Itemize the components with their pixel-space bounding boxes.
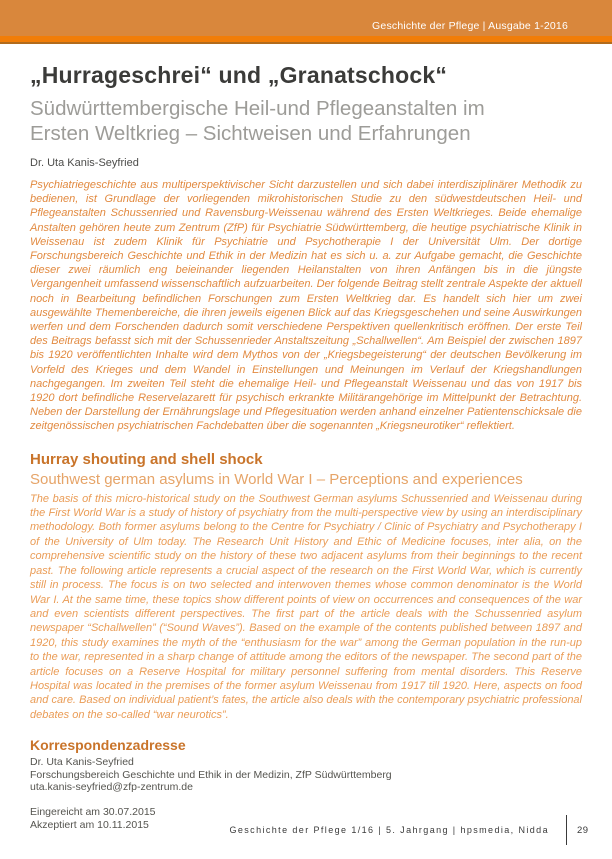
article-content <box>0 44 612 832</box>
english-section-subheading: Southwest german asylums in World War I – Perceptions and experiences <box>30 470 523 488</box>
english-section-heading: Hurray shouting and shell shock <box>30 450 263 468</box>
correspondence-heading: Korrespondenzadresse <box>30 737 186 754</box>
correspondence-affiliation: Forschungsbereich Geschichte und Ethik in der Medizin, ZfP Südwürttemberg <box>30 768 392 781</box>
footer-journal-line: Geschichte der Pflege 1/16 | 5. Jahrgang | hpsmedia, Nidda <box>229 825 549 835</box>
article-subtitle: Südwürttembergische Heil-und Pflegeanstalten im Ersten Weltkrieg – Sichtweisen und Erfahrungen <box>30 97 485 145</box>
abstract-german: Psychiatriegeschichte aus multiperspektivischer Sicht darzustellen und sich dabei interdisziplinärer Methodik zu bedienen, ist Grundlage der vorliegenden mikrohistorischen Studie zu den südwestdeutschen Heil- und Pflegeanstalten Schussenried und Ravensburg-Weissenau während des Ersten Weltkrieges. Beide ehemalige Anstalten gehören heute zum Zentrum (ZfP) für Psychiatrie Südwürttemberg, die heutige psychiatrische Klinik in Weissenau ist zudem Klinik für Psychiatrie und Psychotherapie I der Universität Ulm. Der dortige Forschungsbereich Geschichte und Ethik in der Medizin hat es sich u. a. zur Aufgabe gemacht, die Geschichte dieser zwei räumlich eng beieinander liegenden Heilanstalten von ihren Anfängen bis in die jüngste Vergangenheit umfassend wissenschaftlich aufzuarbeiten. Der folgende Beitrag stellt zentrale Aspekte der aktuell noch in Bearbeitung befindlichen Forschungen zum Ersten Weltkrieg dar. Es handelt sich hier um zwei ausgewählte Themenbereiche, die ihren jeweils eigenen Blick auf das Kriegsgeschehen und seine Auswirkungen werfen und dem Forschenden dadurch somit verschiedene Perspektiven quellenkritisch eröffnen. Der erste Teil des Beitrags befasst sich mit der Schussenrieder Anstaltszeitung „Schallwellen“. Am Beispiel der zwischen 1897 bis 1920 veröffentlichten Inhalte wird dem Mythos von der „Kriegsbegeisterung“ der deutschen Bevölkerung im Vorfeld des Krieges und dem Wandel in Einstellungen und Meinungen im Verlauf der Kriegshandlungen nachgegangen. Im zweiten Teil steht die ehemalige Heil- und Pflegeanstalt Weissenau und das von 1917 bis 1920 dort befindliche Reservelazarett für psychisch erkrankte Militärangehörige im Mittelpunkt der Betrachtung. Neben der Darstellung der Ernährungslage und Pflegesituation werden anhand einzelner Patientenschicksale die zeitgenössischen psychiatrischen Fachdebatten über die sogenannten „Kriegsneurotiker“ reflektiert. <box>30 179 582 433</box>
abstract-english: The basis of this micro-historical study on the Southwest German asylums Schussenried and Weissenau during the First World War is a study of history of psychiatry from the multi-perspective view by using an interdisciplinary methodology. Both former asylums belong to the Centre for Psychiatry / Clinic of Psychiatry and Psychotherapy I of the University of Ulm today. The Research Unit History and Ethic of Medicine focuses, inter alia, on the comprehensive scientific study on the history of these two adjacent asylums from their beginnings to the recent past. The following article represents a crucial aspect of the research on the First World War, which is currently still in process. The focus is on two selected and interwoven themes whose common denominator is the World War I. At the same time, these topics show different points of view on occurrences and consequences of the war and even scientists different perspectives. The first part of the article deals with the Schussenried asylum newspaper “Schallwellen” (“Sound Waves”). Based on the example of the contents published between 1897 and 1920, this study examines the myth of the “enthusiasm for the war” among the German population in the run-up to the war, represented in a sharp change of attitude among the editors of the newspaper. The second part of the article focuses on a Reserve Hospital for military personnel suffering from mental disorders. This Reserve Hospital was located in the premises of the former asylum Weissenau from 1917 till 1920. Here, aspects on food and care. Based on individual patient’s fates, the article also deals with the contemporary psychiatric professional debates on the so-called “war neurotics”. <box>30 492 582 721</box>
author-name: Dr. Uta Kanis-Seyfried <box>30 157 139 169</box>
header-bar <box>0 0 612 36</box>
page-footer <box>0 815 612 845</box>
article-title: „Hurrageschrei“ und „Granatschock“ <box>30 62 448 88</box>
journal-issue-label: Geschichte der Pflege | Ausgabe 1-2016 <box>372 20 568 32</box>
correspondence-email: uta.kanis-seyfried@zfp-zentrum.de <box>30 780 193 793</box>
correspondence-name: Dr. Uta Kanis-Seyfried <box>30 756 134 769</box>
correspondence-block <box>30 756 582 793</box>
page-number: 29 <box>577 824 589 836</box>
date-accepted: Akzeptiert am 10.11.2015 <box>30 819 149 832</box>
footer-divider <box>566 815 567 845</box>
date-submitted: Eingereicht am 30.07.2015 <box>30 806 156 819</box>
